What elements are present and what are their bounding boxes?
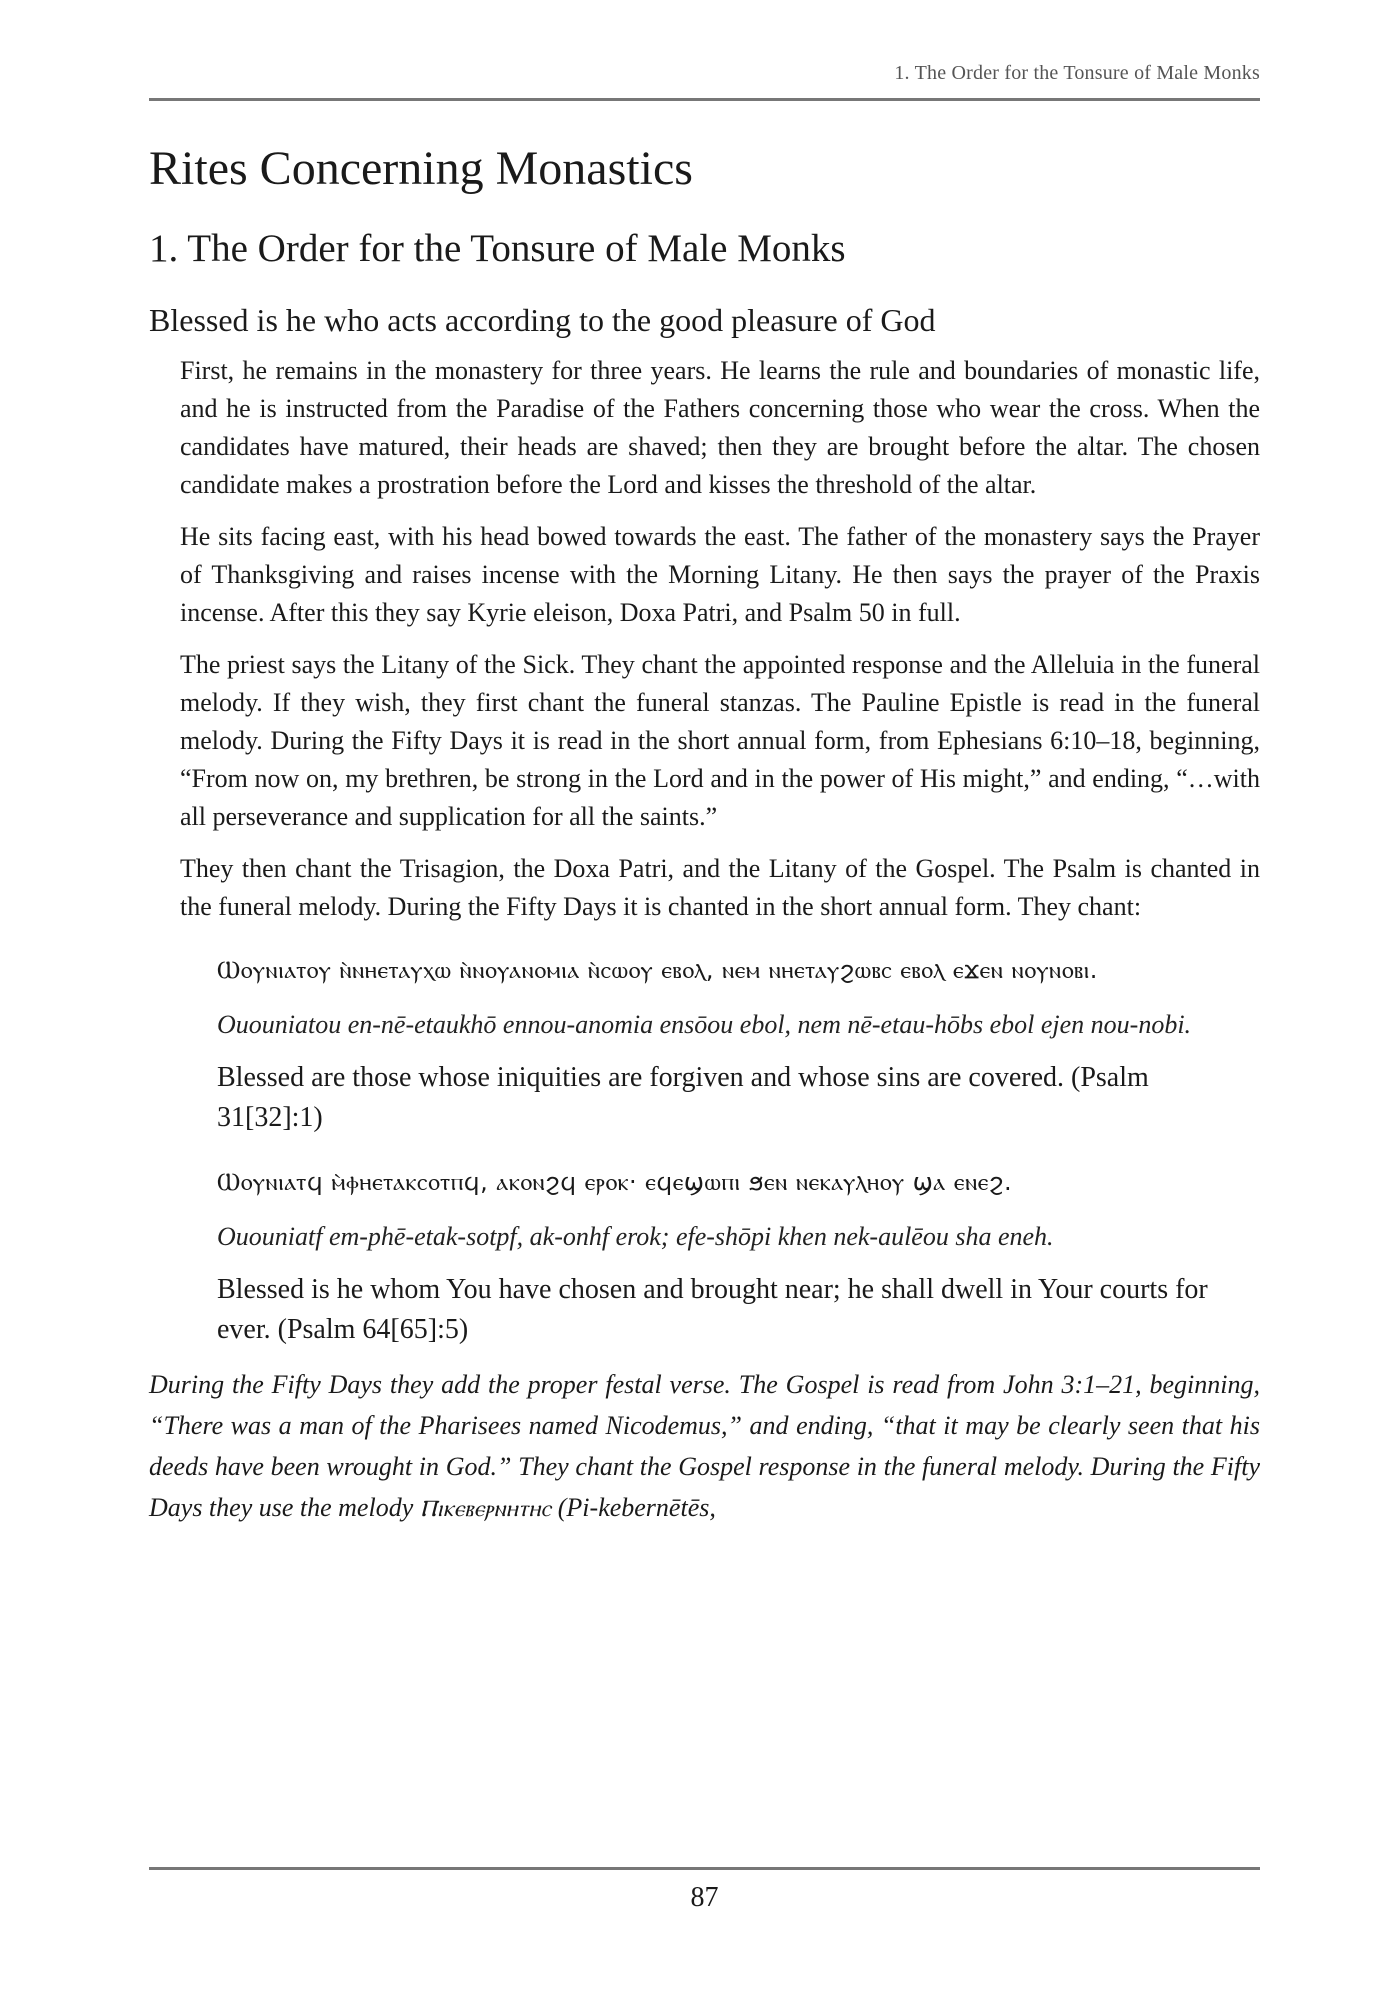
paragraph: The priest says the Litany of the Sick. They chant the appointed response and the Alleluia in the funeral melody. If they wish, they first chant the funeral stanzas. The Pauline Epistle is read in the funeral melody. During the Fifty Days it is read in the short annual form, from Ephesians 6:10–18, beginning, “From now on, my brethren, be strong in the Lord and in the power of His might,” and ending, “…with all perseverance and supplication for all the saints.” (180, 650, 1260, 831)
transliteration: Ououniatf em-phē-etak-sotpf, ak-onhf erok; efe-shōpi khen nek-aulēou sha eneh. (217, 1222, 1054, 1251)
psalm-verse (217, 1160, 1260, 1350)
header-rule (149, 98, 1260, 101)
translation: Blessed is he whom You have chosen and brought near; he shall dwell in Your courts for ever. (Psalm 64[65]:5) (217, 1274, 1208, 1345)
paragraph: He sits facing east, with his head bowed towards the east. The father of the monastery says the Prayer of Thanksgiving and raises incense with the Morning Litany. He then says the prayer of the Praxis incense. After this they say Kyrie eleison, Doxa Patri, and Psalm 50 in full. (180, 522, 1260, 627)
psalm-verse (217, 948, 1260, 1138)
paragraph: First, he remains in the monastery for three years. He learns the rule and boundaries of monastic life, and he is instructed from the Paradise of the Fathers concerning those who wear the cross. When the candidates have matured, their heads are shaved; then they are brought before the altar. The chosen candidate makes a prostration before the Lord and kisses the threshold of the altar. (180, 356, 1260, 499)
translation: Blessed are those whose iniquities are forgiven and whose sins are covered. (Psalm 31[32]:1) (217, 1062, 1149, 1133)
chapter-title: Rites Concerning Monastics (149, 142, 693, 195)
coptic-verse: Ⲱⲟⲩⲛⲓⲁⲧϥ ⲙ̀ⲫⲏⲉⲧⲁⲕⲥⲟⲧⲡϥ, ⲁⲕⲟⲛϩϥ ⲉⲣⲟⲕ· ⲉϥⲉϣⲱⲡⲓ ϧⲉⲛ ⲛⲉⲕⲁⲩⲗⲏⲟⲩ ϣⲁ ⲉⲛⲉϩ. (217, 1168, 1013, 1196)
paragraph: They then chant the Trisagion, the Doxa Patri, and the Litany of the Gospel. The Psalm is chanted in the funeral melody. During the Fifty Days it is chanted in the short annual form. They chant: (180, 854, 1260, 921)
page-content (149, 138, 1260, 1530)
book-page (149, 0, 1260, 2000)
closing-text: During the Fifty Days they add the proper festal verse. The Gospel is read from John 3:1–21, beginning, “There was a man of the Pharisees named Nicodemus,” and ending, “that it may be clearly seen that his deeds have been wrought in God.” They chant the Gospel response in the funeral melody. During the Fifty Days they use the melody (149, 1370, 1260, 1522)
closing-rubric (149, 1364, 1260, 1530)
transliteration: Ououniatou en-nē-etaukhō ennou-anomia ensōou ebol, nem nē-etau-hōbs ebol ejen nou-nobi. (217, 1010, 1192, 1039)
running-header: 1. The Order for the Tonsure of Male Monks (894, 62, 1260, 84)
subsection-title: Blessed is he who acts according to the good pleasure of God (149, 302, 936, 338)
rubric-block (180, 352, 1260, 1350)
section-title: 1. The Order for the Tonsure of Male Monks (149, 227, 846, 270)
footer-rule (149, 1867, 1260, 1870)
page-number: 87 (690, 1882, 719, 1913)
coptic-melody-name: Ⲡⲓⲕⲉⲃⲉⲣⲛⲏⲧⲏⲥ (419, 1496, 552, 1522)
coptic-verse: Ⲱⲟⲩⲛⲓⲁⲧⲟⲩ ⲛ̀ⲛⲏⲉⲧⲁⲩⲭⲱ ⲛ̀ⲛⲟⲩⲁⲛⲟⲙⲓⲁ ⲛ̀ⲥⲱⲟⲩ ⲉⲃⲟⲗ, ⲛⲉⲙ ⲛⲏⲉⲧⲁⲩϩⲱⲃⲥ ⲉⲃⲟⲗ ⲉϫⲉⲛ ⲛⲟⲩⲛⲟⲃⲓ. (217, 956, 1098, 984)
closing-text-end: (Pi-kebernētēs, (551, 1493, 716, 1522)
